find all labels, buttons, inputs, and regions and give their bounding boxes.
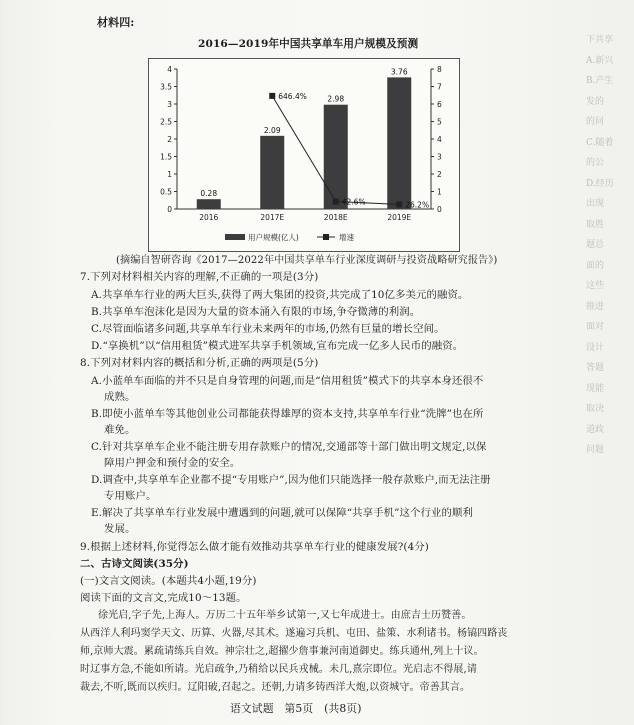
q7-option-c: C.尽管面临诸多问题,共享单车行业未来两年的市场,仍然有巨量的增长空间。 <box>91 323 445 335</box>
bar-data-label: 2.98 <box>327 94 345 104</box>
material-label: 材料四: <box>97 16 135 29</box>
q8-option-b-line1: B.即使小蓝单车等其他创业公司都能获得雄厚的资本支持,共享单车行业“洗牌”也在所 <box>91 408 484 420</box>
q9-stem: 9.根据上述材料,你觉得怎么做才能有效推动共享单车行业的健康发展?(4分) <box>80 541 429 553</box>
bar-data-label: 0.28 <box>200 189 218 199</box>
bleed-line: 题总 <box>586 240 605 250</box>
q8-option-a-line1: A.小蓝单车面临的并不只是自身管理的问题,而是“信用租赁”模式下的共享本身还很不 <box>91 375 484 387</box>
passage-line-1: 徐光启,字子先,上海人。万历二十五年举乡试第一,又七年成进士。由庶吉士历赞善。 <box>98 610 472 621</box>
x-tick-label: 2018E <box>323 213 348 222</box>
x-tick-label: 2016 <box>199 213 219 222</box>
bleed-line: 问题 <box>586 445 605 455</box>
q7-option-d: D.“享换机”以“信用租赁”模式进军共享手机领域,宣布完成一亿多人民币的融资。 <box>91 340 464 352</box>
passage-line-4: 时辽事方急,不能如所请。光启疏争,乃稍给以民兵戎械。未几,熹宗即位。光启志不得展,请 <box>80 664 477 675</box>
q8-option-d-line1: D.调查中,共享单车企业都不提“专用账户”,因为他们只能选择一般存款账户,而无法注册 <box>91 474 491 486</box>
page-footer: 语文试题 第5页 (共8页) <box>230 702 362 715</box>
passage-line-5: 裁去,不听,既而以疾归。辽阳破,召起之。还朝,力请多铸西洋大炮,以资城守。帝善其言。 <box>80 682 471 693</box>
right-tick-label: 4 <box>437 135 442 144</box>
bleed-line: 面对 <box>586 322 605 332</box>
q8-option-b-line2: 难免。 <box>104 424 136 436</box>
bleed-through-text <box>586 30 634 590</box>
passage-line-3: 师,京师大震。累疏请练兵自效。神宗壮之,超擢少詹事兼河南道御史。练兵通州,列上十议。 <box>80 646 484 657</box>
q8-option-c-line1: C.针对共享单车企业不能注册专用存款账户的情况,交通部等十部门做出明文规定,以保 <box>91 441 487 453</box>
user-scale-chart <box>149 59 459 251</box>
q8-option-e-line2: 发展。 <box>104 523 136 535</box>
passage-line-2: 从西洋人利玛窦学天文、历算、火器,尽其术。遂遍习兵机、屯田、盐策、水利诸书。杨镐四路丧 <box>80 628 508 639</box>
right-tick-label: 7 <box>437 82 442 92</box>
q8-option-a-line2: 成熟。 <box>104 391 136 403</box>
x-tick-label: 2017E <box>260 213 285 222</box>
bleed-line: 推进 <box>586 301 605 312</box>
q7-option-a: A.共享单车行业的两大巨头,获得了两大集团的投资,共完成了10亿多美元的融资。 <box>91 289 469 301</box>
left-tick-label: 0.5 <box>160 187 172 197</box>
q8-option-c-line2: 障用户押金和预付金的安全。 <box>104 457 241 469</box>
bleed-line: 的公 <box>586 158 605 168</box>
legend-bar-label: 用户规模(亿人) <box>248 233 299 242</box>
right-tick-label: 6 <box>437 100 442 109</box>
bleed-line: 设计 <box>586 342 605 353</box>
user-scale-bar <box>387 77 411 209</box>
user-scale-bar <box>260 136 284 209</box>
bleed-line: 面的 <box>586 260 605 271</box>
left-tick-label: 4 <box>167 65 172 74</box>
right-tick-label: 1 <box>437 187 442 197</box>
growth-data-label: 26.2% <box>405 200 430 210</box>
bleed-line: 答题 <box>586 363 605 373</box>
user-scale-bar <box>324 105 348 209</box>
bleed-line: A.新兴 <box>586 55 614 66</box>
q8-stem: 8.下列对材料内容的概括和分析,正确的两项是(5分) <box>80 357 319 369</box>
bleed-line: 下共享 <box>586 35 614 45</box>
bleed-line: 取决 <box>586 404 605 414</box>
left-tick-label: 2 <box>167 135 172 144</box>
bleed-line: 现能 <box>586 383 605 394</box>
subsection-heading: (一)文言文阅读。(本题共4小题,19分) <box>80 575 257 587</box>
right-tick-label: 8 <box>437 65 442 74</box>
x-tick-label: 2019E <box>387 213 412 222</box>
user-scale-bar <box>197 199 221 209</box>
left-tick-label: 3.5 <box>160 82 172 92</box>
growth-data-label: 42.6% <box>341 197 366 207</box>
growth-point <box>396 201 402 207</box>
left-tick-label: 2.5 <box>160 117 172 127</box>
bar-data-label: 3.76 <box>390 67 408 77</box>
bleed-line: 的问 <box>586 117 605 127</box>
bleed-line: 取胜 <box>586 219 605 230</box>
q7-option-b: B.共享单车泡沫化是因为大量的资本涌入有限的市场,争夺微薄的利润。 <box>91 306 421 318</box>
bleed-line: 出现 <box>586 199 605 209</box>
right-tick-label: 5 <box>437 117 442 127</box>
reading-instruction: 阅读下面的文言文,完成10～13题。 <box>80 592 247 604</box>
right-tick-label: 2 <box>437 170 442 179</box>
section-heading: 二、古诗文阅读(35分) <box>80 558 189 570</box>
left-tick-label: 1.5 <box>160 152 172 162</box>
growth-data-label: 646.4% <box>278 91 307 101</box>
growth-point <box>269 93 275 99</box>
chart-frame <box>148 58 460 252</box>
q7-stem: 7.下列对材料相关内容的理解,不正确的一项是(3分) <box>80 271 319 283</box>
legend-line-marker <box>323 234 329 240</box>
bleed-line: B.产生 <box>586 76 614 86</box>
right-tick-label: 3 <box>437 152 442 162</box>
left-tick-label: 0 <box>167 205 172 214</box>
bleed-line: 发的 <box>586 96 605 107</box>
growth-point <box>333 199 339 205</box>
bleed-line: 道政 <box>586 424 605 435</box>
bar-data-label: 2.09 <box>263 125 281 135</box>
legend-bar-swatch <box>225 234 245 240</box>
bleed-line: C.随着 <box>586 137 614 148</box>
bleed-line: D.经历 <box>586 178 614 189</box>
q8-option-e-line1: E.解决了共享单车行业发展中遭遇到的问题,就可以保障“共享手机”这个行业的顺利 <box>91 507 473 519</box>
chart-title: 2016—2019年中国共享单车用户规模及预测 <box>198 38 419 50</box>
legend-line-label: 增速 <box>339 233 354 242</box>
right-tick-label: 0 <box>437 205 442 214</box>
source-note: (摘编自智研咨询《2017—2022年中国共享单车行业深度调研与投资战略研究报告》) <box>116 255 498 266</box>
left-tick-label: 3 <box>167 100 172 109</box>
left-tick-label: 1 <box>167 170 172 179</box>
q8-option-d-line2: 专用账户。 <box>104 490 157 502</box>
bleed-line: 这些 <box>586 281 605 291</box>
